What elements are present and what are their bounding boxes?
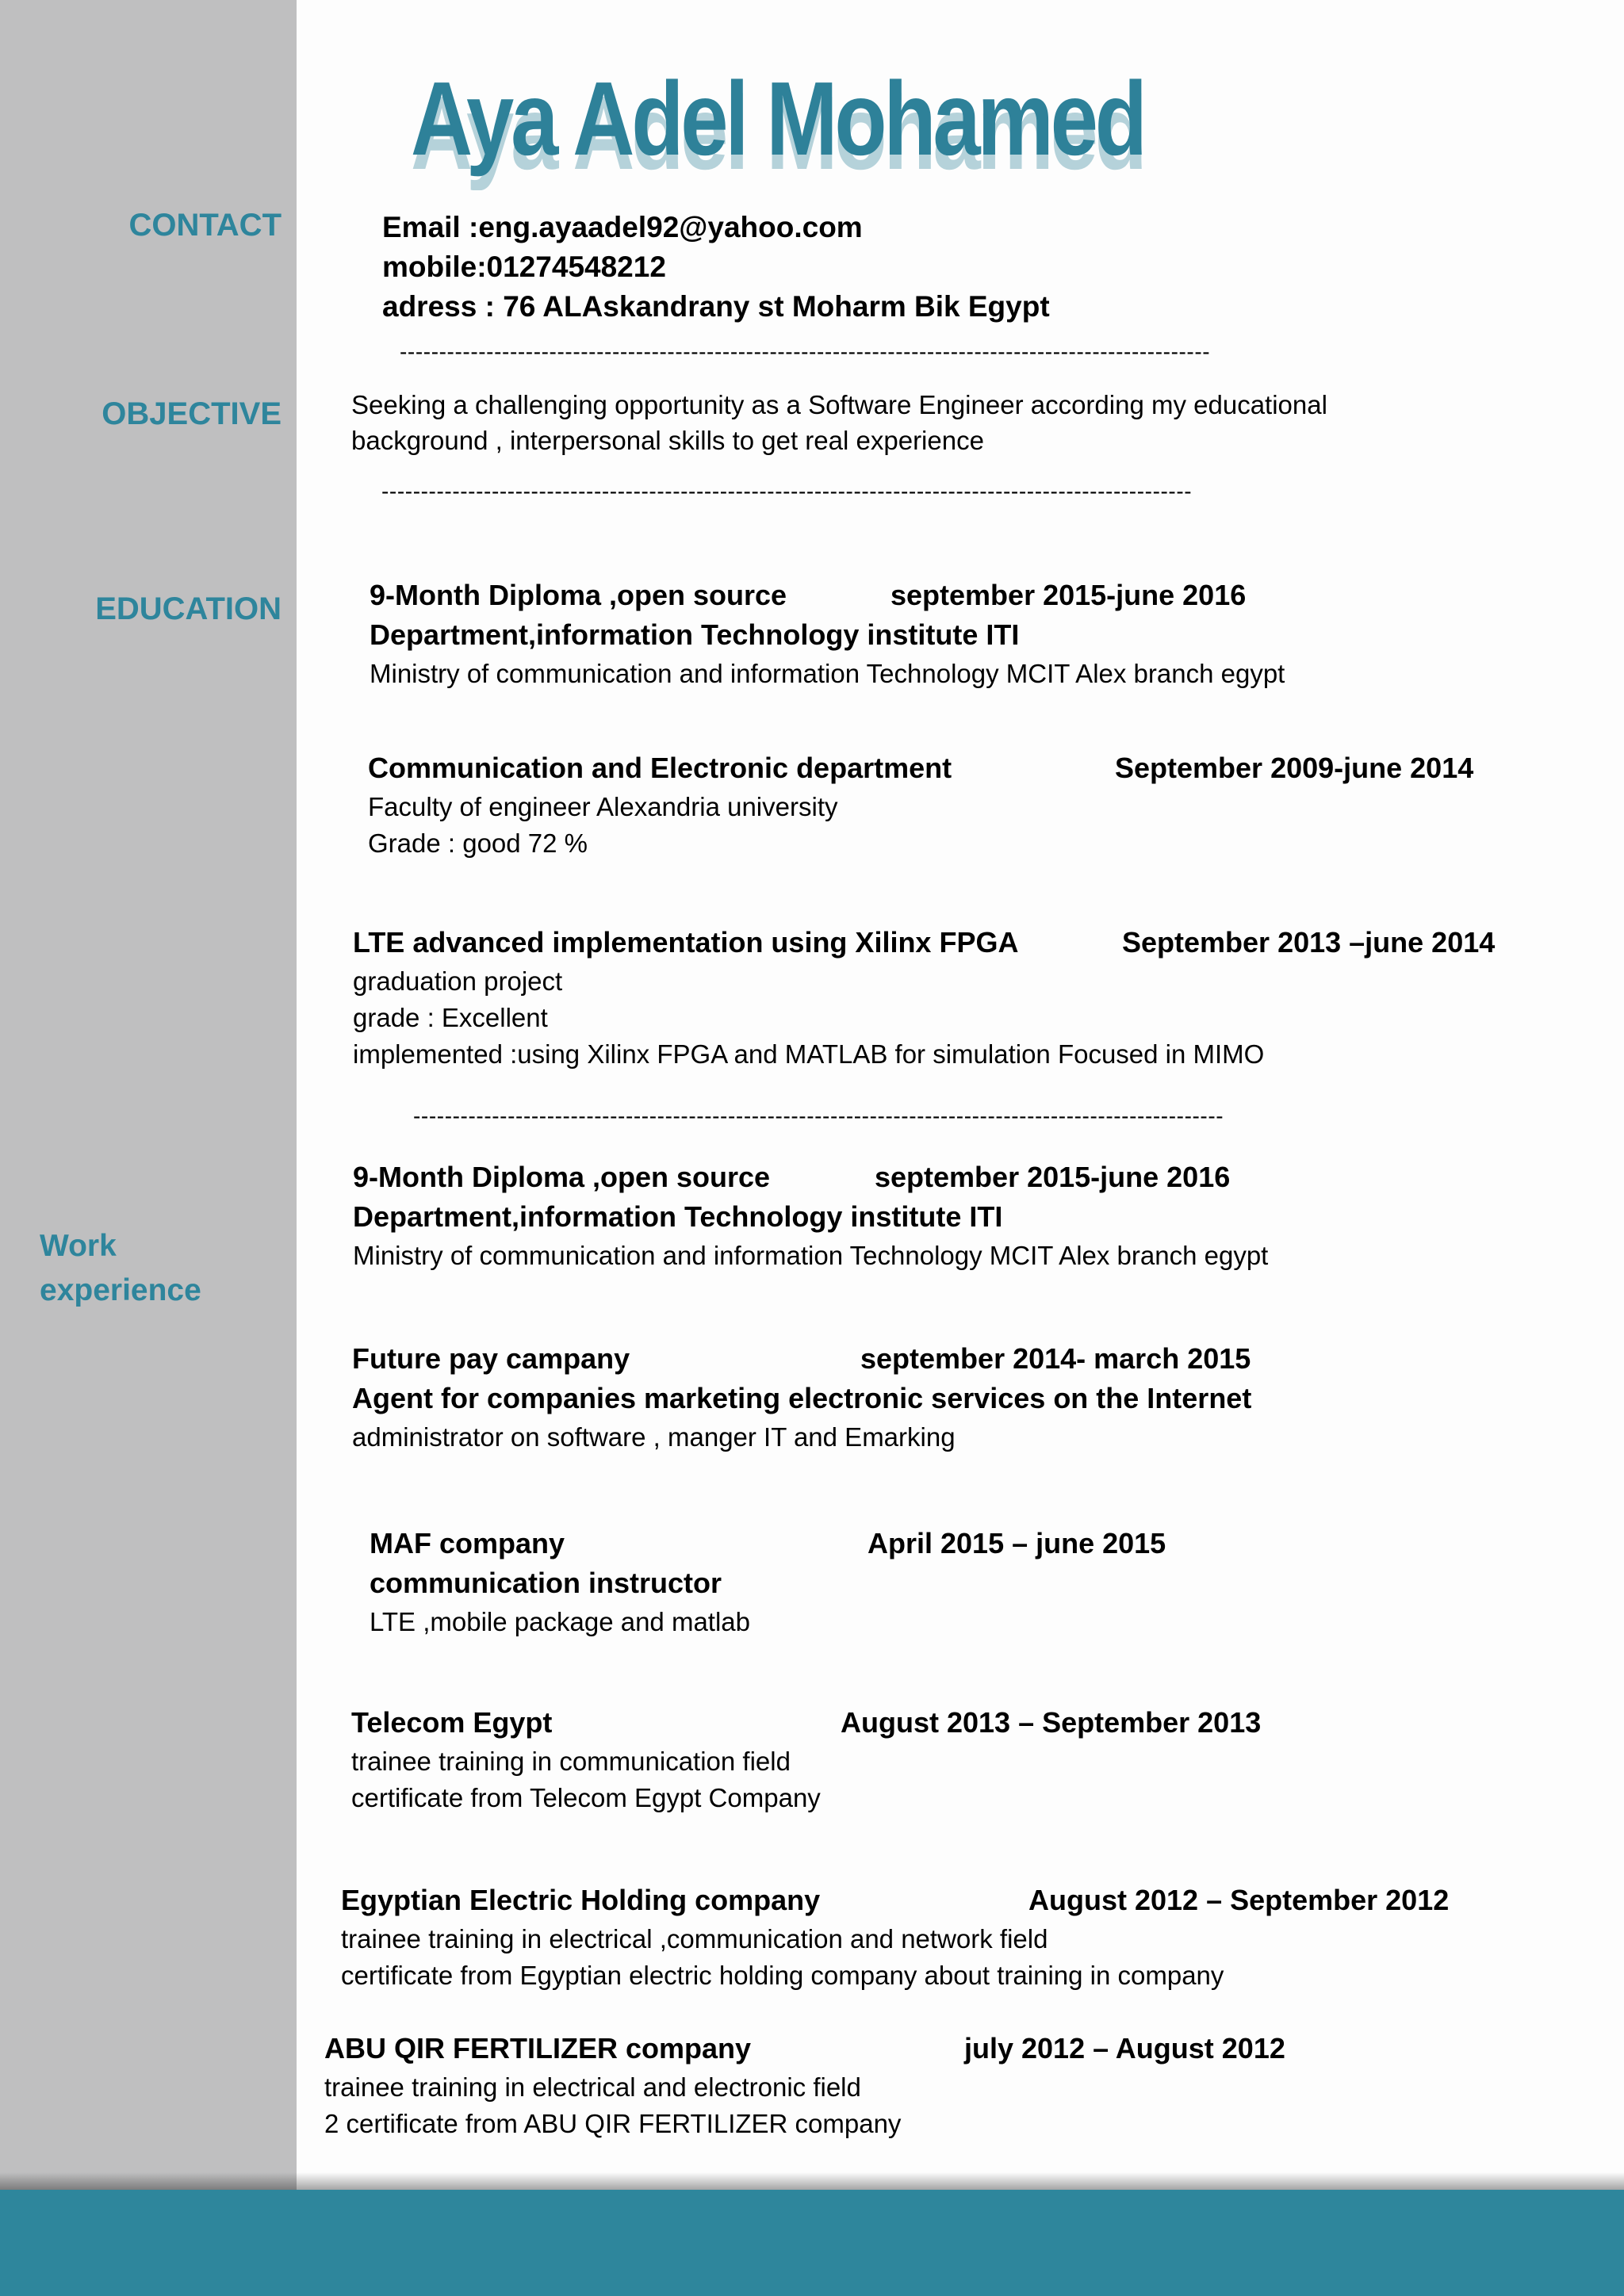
education-subtitle: Department,information Technology institute ITI (370, 618, 1020, 651)
footer-bar (0, 2190, 1624, 2296)
contact-address: adress : 76 ALAskandrany st Moharm Bik Egypt (382, 290, 1050, 323)
work-subtitle: communication instructor (370, 1567, 722, 1599)
education-date: September 2009-june 2014 (1115, 752, 1474, 784)
work-date: september 2014- march 2015 (860, 1342, 1251, 1375)
work-title: Future pay campany (352, 1342, 630, 1375)
work-title: ABU QIR FERTILIZER company (324, 2032, 752, 2064)
contact-mobile: mobile:01274548212 (382, 251, 666, 283)
work-title: MAF company (370, 1527, 565, 1559)
education-detail: Grade : good 72 % (368, 828, 588, 858)
work-detail: administrator on software , manger IT and Emarking (352, 1422, 956, 1452)
section-education: EDUCATION (95, 591, 282, 626)
candidate-name: Aya Adel Mohamed (411, 60, 1144, 177)
work-detail: trainee training in electrical ,communication and network field (341, 1924, 1048, 1954)
work-detail: trainee training in electrical and electronic field (324, 2072, 861, 2102)
work-date: september 2015-june 2016 (875, 1161, 1231, 1193)
education-title: Communication and Electronic department (368, 752, 952, 784)
work-date: july 2012 – August 2012 (964, 2032, 1285, 2064)
section-work-experience: Work experience (40, 1229, 201, 1307)
section-contact: CONTACT (128, 208, 282, 243)
objective-line: Seeking a challenging opportunity as a Software Engineer according my educational (351, 390, 1327, 419)
separator: ------------------------------------------------------------------------------------------------------- (413, 1104, 1224, 1128)
separator: ------------------------------------------------------------------------------------------------------- (381, 479, 1193, 503)
work-date: April 2015 – june 2015 (868, 1527, 1166, 1559)
work-detail: certificate from Telecom Egypt Company (351, 1783, 821, 1812)
education-detail: Faculty of engineer Alexandria university (368, 792, 838, 821)
education-title: LTE advanced implementation using Xilinx FPGA (353, 926, 1019, 959)
work-title: 9-Month Diploma ,open source (353, 1161, 771, 1193)
work-detail: 2 certificate from ABU QIR FERTILIZER company (324, 2109, 902, 2138)
work-date: August 2012 – September 2012 (1028, 1884, 1450, 1916)
footer-shadow (0, 2172, 1624, 2190)
objective-line: background , interpersonal skills to get real experience (351, 426, 984, 455)
education-detail: Ministry of communication and information Technology MCIT Alex branch egypt (370, 659, 1285, 688)
work-title: Egyptian Electric Holding company (341, 1884, 821, 1916)
work-detail: certificate from Egyptian electric holding company about training in company (341, 1961, 1224, 1990)
work-title: Telecom Egypt (351, 1706, 553, 1739)
work-subtitle: Agent for companies marketing electronic services on the Internet (352, 1382, 1252, 1414)
contact-email: Email :eng.ayaadel92@yahoo.com (382, 211, 863, 243)
work-detail: LTE ,mobile package and matlab (370, 1607, 750, 1636)
education-detail: implemented :using Xilinx FPGA and MATLAB for simulation Focused in MIMO (353, 1039, 1265, 1069)
education-detail: graduation project (353, 966, 563, 996)
sidebar (0, 0, 297, 2190)
education-title: 9-Month Diploma ,open source (370, 579, 787, 611)
section-objective: OBJECTIVE (102, 396, 282, 431)
work-date: August 2013 – September 2013 (841, 1706, 1262, 1739)
work-subtitle: Department,information Technology institute ITI (353, 1200, 1003, 1233)
work-detail: trainee training in communication field (351, 1747, 791, 1776)
work-detail: Ministry of communication and information Technology MCIT Alex branch egypt (353, 1241, 1269, 1270)
separator: ------------------------------------------------------------------------------------------------------- (400, 339, 1211, 364)
education-date: September 2013 –june 2014 (1122, 926, 1496, 959)
education-date: september 2015-june 2016 (891, 579, 1247, 611)
education-detail: grade : Excellent (353, 1003, 548, 1032)
